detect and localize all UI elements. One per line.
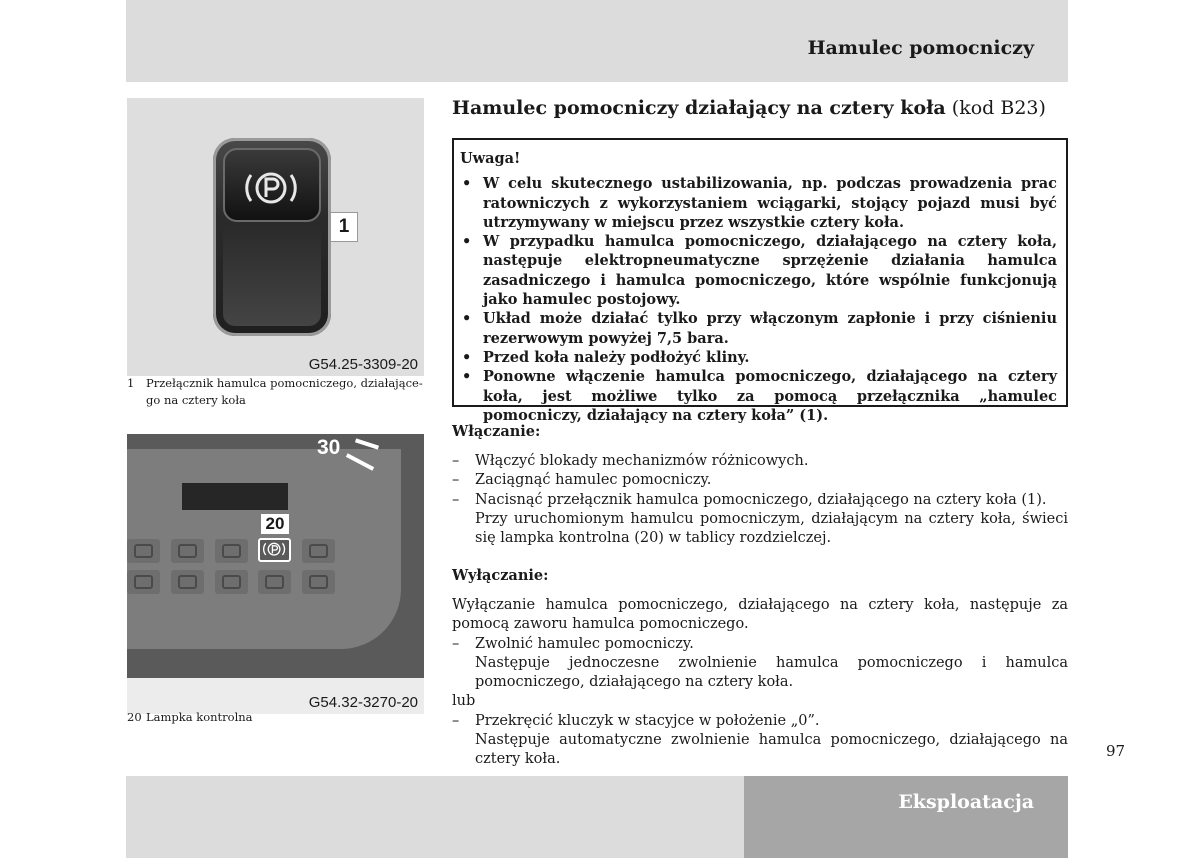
callout-label: 20 bbox=[261, 514, 289, 534]
figure-cluster bbox=[127, 434, 424, 714]
warning-lamp bbox=[171, 539, 204, 563]
figure-caption bbox=[127, 709, 427, 726]
caption-text-cont: go na cztery koła bbox=[146, 393, 246, 407]
alternative-label: lub bbox=[452, 693, 476, 710]
warning-lamp bbox=[127, 570, 160, 594]
caption-text: Przełącznik hamulca pomocniczego, działające- bbox=[146, 376, 423, 390]
warning-item: • Przed koła należy podłożyć kliny. bbox=[460, 348, 1057, 367]
switch-rocker-bottom bbox=[223, 224, 321, 326]
warning-item: • W celu skutecznego ustabilizowania, np. podczas prowadzenia prac ratowniczych z wykorzystaniem wciągarki, stojący pojazd musi być utrzymywany w miejscu przez wszystkie cztery koła. bbox=[460, 174, 1057, 232]
parking-brake-icon bbox=[239, 167, 303, 209]
page-number: 97 bbox=[1106, 742, 1126, 760]
warning-lamp bbox=[215, 570, 248, 594]
warning-box bbox=[452, 138, 1068, 424]
lcd-display bbox=[182, 483, 288, 510]
warning-title: Uwaga! bbox=[460, 150, 521, 167]
step-item: – Przekręcić kluczyk w stacyjce w położenie „0”. bbox=[452, 712, 1068, 731]
step-note: Przy uruchomionym hamulcu pomocniczym, działającym na cztery koła, świeci się lampka kontrolna (20) w tablicy rozdzielczej. bbox=[475, 510, 1068, 547]
step-item: – Zwolnić hamulec pomocniczy. bbox=[452, 635, 1068, 654]
figure-caption bbox=[127, 375, 427, 409]
section-label: Eksploatacja bbox=[898, 791, 1034, 813]
warning-item: • W przypadku hamulca pomocniczego, działającego na cztery koła, następuje elektropneumatyczne sprzężenie działania hamulca zasadniczego i hamulca pomocniczego, które wspólnie funkcjonują jako hamulec postojowy. bbox=[460, 232, 1057, 309]
speed-marking: 30 bbox=[317, 436, 341, 459]
caption-number: 1 bbox=[127, 376, 135, 390]
warning-item: • Ponowne włączenie hamulca pomocniczego, działającego na cztery koła, jest możliwe tylko za pomocą przełącznika „hamulec pomocniczy, działający na cztery koła” (1). bbox=[460, 367, 1057, 425]
disengage-intro: Wyłączanie hamulca pomocniczego, działającego na cztery koła, następuje za pomocą zaworu hamulca pomocniczego. bbox=[452, 597, 1068, 633]
figure-code: G54.25-3309-20 bbox=[308, 356, 418, 373]
figure-code: G54.32-3270-20 bbox=[308, 694, 418, 711]
warning-lamp bbox=[258, 570, 291, 594]
step-note: Następuje automatyczne zwolnienie hamulca pomocniczego, działającego na cztery koła. bbox=[475, 732, 1068, 768]
step-item: – Zaciągnąć hamulec pomocniczy. bbox=[452, 471, 1068, 490]
warning-lamp bbox=[215, 539, 248, 563]
warning-lamp bbox=[171, 570, 204, 594]
warning-lamp bbox=[302, 570, 335, 594]
scale-mark bbox=[355, 438, 379, 449]
step-note: Następuje jednoczesne zwolnienie hamulca pomocniczego i hamulca pomocniczego, działającego na cztery koła. bbox=[475, 654, 1068, 691]
step-item: – Nacisnąć przełącznik hamulca pomocniczego, działającego na cztery koła (1). bbox=[452, 491, 1068, 510]
parking-brake-icon bbox=[260, 540, 289, 560]
warning-lamp bbox=[127, 539, 160, 563]
callout-label: 1 bbox=[330, 212, 358, 242]
section-heading bbox=[452, 97, 1046, 119]
caption-text: Lampka kontrolna bbox=[146, 710, 253, 724]
footer-section-tab bbox=[744, 776, 1068, 858]
figure-switch bbox=[127, 98, 424, 376]
disengage-steps bbox=[452, 596, 1068, 770]
page-title: Hamulec pomocniczy bbox=[807, 37, 1034, 59]
instrument-cluster bbox=[127, 434, 424, 678]
section-heading-code: (kod B23) bbox=[945, 97, 1046, 119]
header-band bbox=[126, 0, 1068, 82]
step-item: – Włączyć blokady mechanizmów różnicowych. bbox=[452, 452, 1068, 471]
parking-brake-lamp bbox=[258, 538, 291, 562]
engage-heading: Włączanie: bbox=[452, 423, 541, 440]
warning-list bbox=[460, 174, 1057, 425]
disengage-heading: Wyłączanie: bbox=[452, 567, 549, 584]
caption-number: 20 bbox=[127, 710, 142, 724]
warning-item: • Układ może działać tylko przy włączonym zapłonie i przy ciśnieniu rezerwowym powyżej 7,5 bara. bbox=[460, 309, 1057, 348]
engage-steps bbox=[452, 452, 1068, 548]
warning-lamp bbox=[302, 539, 335, 563]
section-heading-main: Hamulec pomocniczy działający na cztery koła bbox=[452, 97, 946, 119]
